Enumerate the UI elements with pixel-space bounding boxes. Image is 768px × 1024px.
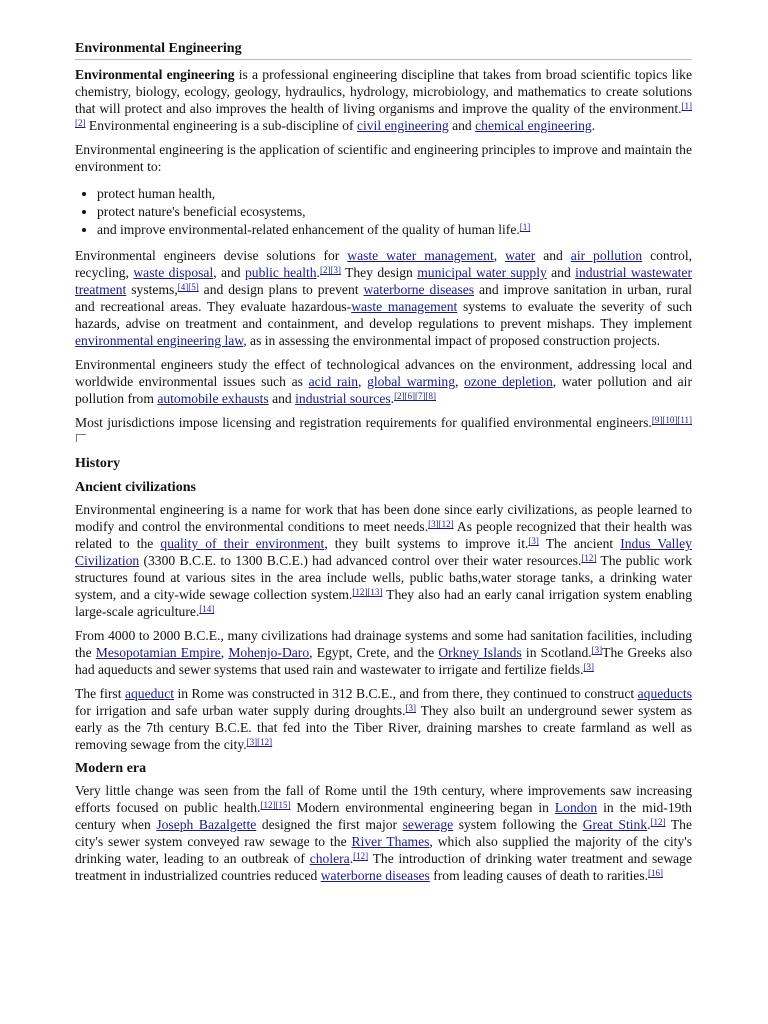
link-waterborne-diseases[interactable]: waterborne diseases [320, 868, 430, 883]
paragraph-technological-advances: Environmental engineers study the effect of technological advances on the environment, addressing local and worldwide environmental issues such as acid rain, global warming, ozone depletion, water pollution and air pollution from automobile exhausts and industrial sources.[2][6][7][8] [75, 357, 692, 406]
link-chemical-engineering[interactable]: chemical engineering [475, 118, 592, 133]
citation-link[interactable]: [1][2] [75, 101, 692, 128]
citation-link[interactable]: [2][3] [319, 265, 341, 275]
citation-link[interactable]: [12][15] [260, 800, 291, 810]
link-great-stink[interactable]: Great Stink [582, 817, 648, 832]
citation-link[interactable]: [12][13] [352, 587, 383, 597]
link-river-thames[interactable]: River Thames [351, 834, 430, 849]
link-mohenjo-daro[interactable]: Mohenjo-Daro [228, 645, 310, 660]
citation-link[interactable]: [1] [519, 222, 531, 232]
link-environmental-engineering-law[interactable]: environmental engineering law [75, 333, 244, 348]
citation-link[interactable]: [3][12] [428, 519, 454, 529]
list-item: • protect human health, [97, 185, 692, 203]
citation-link[interactable]: [9][10][11] [651, 415, 692, 425]
citation-link[interactable]: [4][5] [177, 282, 199, 292]
citation-link[interactable]: [2][6][7][8] [394, 391, 437, 401]
link-industrial-wastewater-treatment[interactable]: industrial wastewater treatment [75, 265, 692, 297]
paragraph-modern-era: Very little change was seen from the fall of Rome until the 19th century, where improvements saw increasing efforts focused on public health.[12][15] Modern environmental engineering began in London in the mid-19th century when Joseph Bazalgette designed the first major sewerage system following the Great Stink.[12] The city's sewer system conveyed raw sewage to the River Thames, which also supplied the majority of the city's drinking water, leading to an outbreak of cholera.[12] The introduction of drinking water treatment and sewage treatment in industrialized countries reduced waterborne diseases from leading causes of death to rarities.[16] [75, 783, 693, 883]
citation-link[interactable]: [12] [353, 851, 369, 861]
section-heading-modern-era: Modern era [75, 761, 147, 776]
link-air-pollution[interactable]: air pollution [570, 248, 643, 263]
section-heading-history: History [75, 456, 121, 471]
list-item: • and improve environmental-related enhancement of the quality of human life.[1] [97, 221, 692, 239]
intro-paragraph: Environmental engineering is a professional engineering discipline that takes from broad scientific topics like chemistry, biology, ecology, geology, hydraulics, hydrology, microbiology, and mathematics to create solutions that will protect and also improves the health of living organisms and improve the quality of the environment.[1][2] Environmental engineering is a sub-discipline of civil engineering and chemical engineering. [75, 67, 692, 133]
corner-mark-icon [76, 434, 86, 442]
link-quality-of-environment[interactable]: quality of their environment [160, 536, 325, 551]
link-waste-management[interactable]: waste management [351, 299, 458, 314]
link-industrial-sources[interactable]: industrial sources [295, 391, 391, 406]
citation-link[interactable]: [3] [583, 662, 594, 672]
citation-link[interactable]: [3] [405, 703, 416, 713]
bullet-list [75, 185, 692, 239]
citation-link[interactable]: [3] [591, 645, 603, 655]
link-indus-valley-civilization[interactable]: Indus Valley Civilization [75, 536, 692, 568]
link-orkney-islands[interactable]: Orkney Islands [438, 645, 522, 660]
paragraph-application: Environmental engineering is the application of scientific and engineering principles to improve and maintain the environment to: [75, 142, 692, 174]
paragraph-rome-aqueducts: The first aqueduct in Rome was constructed in 312 B.C.E., and from there, they continued to construct aqueducts for irrigation and safe urban water supply during droughts.[3] They also built an underground sewer system as early as the 7th century B.C.E. that fed into the Tiber River, draining marshes to create farmland as well as removing sewage from the city.[3][12] [75, 686, 692, 752]
link-aqueducts[interactable]: aqueducts [637, 686, 692, 701]
link-public-health[interactable]: public health [244, 265, 317, 280]
list-item: • protect nature's beneficial ecosystems, [97, 203, 692, 221]
section-heading-ancient-civilizations: Ancient civilizations [75, 480, 196, 495]
link-mesopotamian-empire[interactable]: Mesopotamian Empire [95, 645, 221, 660]
link-sewerage[interactable]: sewerage [402, 817, 454, 832]
link-waste-disposal[interactable]: waste disposal [133, 265, 214, 280]
link-automobile-exhausts[interactable]: automobile exhausts [157, 391, 269, 406]
link-municipal-water-supply[interactable]: municipal water supply [417, 265, 547, 280]
page-title: Environmental Engineering [75, 40, 692, 60]
link-waste-water-management[interactable]: waste water management [347, 248, 494, 263]
citation-link[interactable]: [12] [581, 553, 597, 563]
link-ozone-depletion[interactable]: ozone depletion [464, 374, 553, 389]
link-water[interactable]: water [505, 248, 536, 263]
link-london[interactable]: London [554, 800, 598, 815]
citation-link[interactable]: [3] [528, 536, 539, 546]
lead-term: Environmental engineering [75, 67, 235, 82]
paragraph-solutions: Environmental engineers devise solutions for waste water management, water and air pollution control, recycling, waste disposal, and public health.[2][3] They design municipal water supply and industrial wastewater treatment systems,[4][5] and design plans to prevent waterborne diseases and improve sanitation in urban, rural and recreational areas. They evaluate hazardous-waste management systems to evaluate the severity of such hazards, advise on treatment and containment, and develop regulations to prevent mishaps. They implement environmental engineering law, as in assessing the environmental impact of proposed construction projects. [75, 248, 693, 348]
paragraph-licensing: Most jurisdictions impose licensing and registration requirements for qualified environmental engineers.[9][10][11] [75, 414, 692, 448]
citation-link[interactable]: [3][12] [246, 737, 273, 747]
link-waterborne-diseases[interactable]: waterborne diseases [363, 282, 475, 297]
paragraph-early-civilizations: Environmental engineering is a name for work that has been done since early civilizations, as people learned to modify and control the environmental conditions to meet needs.[3][12] As people recognized that their health was related to the quality of their environment, they built systems to improve it.[3] The ancient Indus Valley Civilization (3300 B.C.E. to 1300 B.C.E.) had advanced control over their water resources.[12] The public work structures found at various sites in the area include wells, public baths,water storage tanks, a drinking water system, and a city-wide sewage collection system.[12][13] They also had an early canal irrigation system enabling large-scale agriculture.[14] [75, 502, 693, 619]
link-civil-engineering[interactable]: civil engineering [356, 118, 449, 133]
link-aqueduct[interactable]: aqueduct [124, 686, 175, 701]
link-acid-rain[interactable]: acid rain [308, 374, 359, 389]
paragraph-drainage-systems: From 4000 to 2000 B.C.E., many civilizations had drainage systems and some had sanitation facilities, including the Mesopotamian Empire, Mohenjo-Daro, Egypt, Crete, and the Orkney Islands in Scotland.[3]The Greeks also had aqueducts and sewer systems that used rain and wastewater to irrigate and fertilize fields.[3] [75, 628, 693, 677]
link-global-warming[interactable]: global warming [367, 374, 456, 389]
citation-link[interactable]: [14] [199, 604, 215, 614]
link-joseph-bazalgette[interactable]: Joseph Bazalgette [156, 817, 257, 832]
citation-link[interactable]: [12] [650, 817, 666, 827]
link-cholera[interactable]: cholera [309, 851, 350, 866]
citation-link[interactable]: [16] [648, 868, 664, 878]
